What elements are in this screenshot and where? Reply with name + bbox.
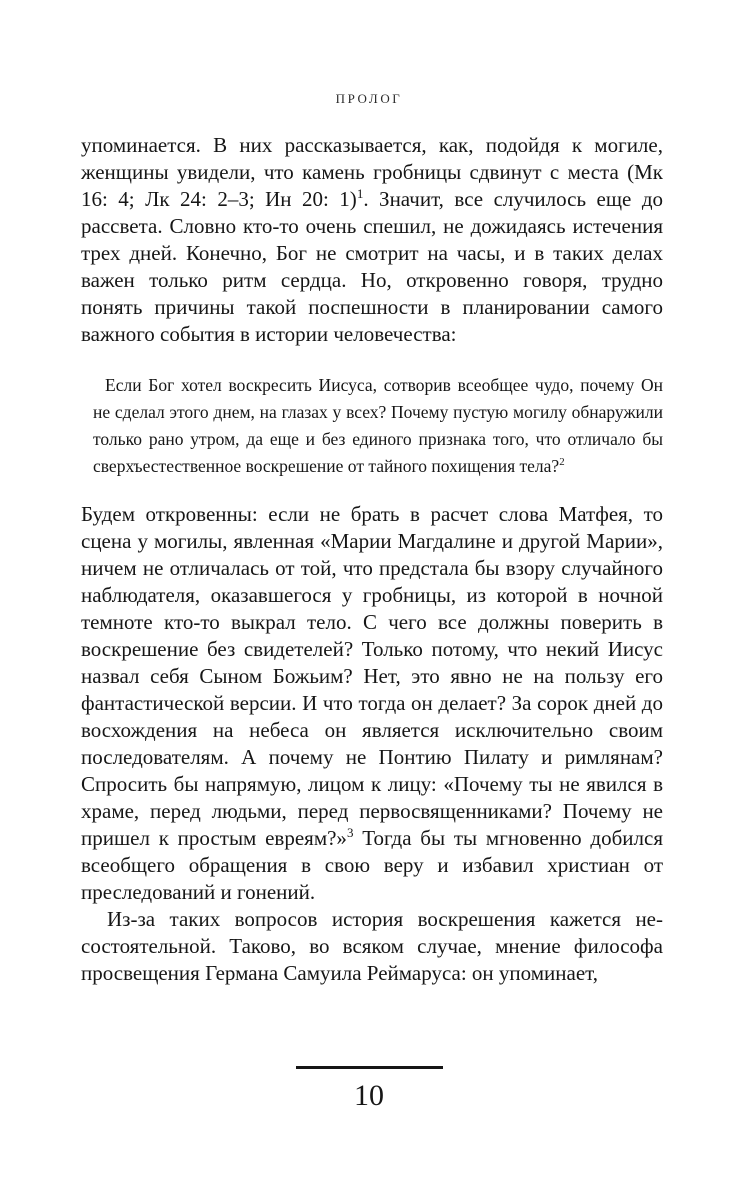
footnote-reference: 2 xyxy=(559,456,565,469)
text-content xyxy=(81,132,663,987)
body-paragraph xyxy=(81,132,663,348)
text-run: Если Бог хотел воскресить Иисуса, сотворив всеобщее чудо, почему Он не сделал этого днем, на глазах у всех? Почему пустую могилу обнаружили только рано утром, да еще и без единого признака того, что отличало бы сверхъестественное воскрешение от тайного похищения тела? xyxy=(93,375,663,476)
text-run: Из-за таких вопросов история воскрешения кажется несостоятельной. Таково, во всяком случае, мнение философа просвещения Германа Самуила Реймаруса: он упоминает, xyxy=(81,907,663,985)
text-run: Будем откровенны: если не брать в расчет слова Матфея, то сцена у могилы, явленная «Марии Магдалине и другой Марии», ничем не отличалась от той, что предстала бы взору случайного наблюдателя, оказавшегося у гробницы, из которой в ночной темноте кто-то выкрал тело. С чего все должны поверить в воскрешение без свидетелей? Только потому, что некий Иисус назвал себя Сыном Божьим? Нет, это явно не на пользу его фантастической версии. И что тогда он делает? За сорок дней до восхождения на небеса он является исключительно своим последователям. А почему не Понтию Пилату и римлянам? Спросить бы напрямую, лицом к лицу: «Почему ты не явился в храме, перед людьми, перед первосвященниками? Почему не пришел к простым евреям?» xyxy=(81,502,663,850)
text-run: Тогда бы ты мгновенно добился всеобщего обращения в свою веру и избавил христиан от преследований и гонений. xyxy=(81,826,663,904)
page-number: 10 xyxy=(354,1079,384,1112)
running-head: ПРОЛОГ xyxy=(335,91,403,106)
text-run: упоминается. В них рассказывается, как, подойдя к могиле, женщины увидели, что камень гробницы сдвинут с места (Мк 16: 4; Лк 24: 2–3; Ин 20: 1) xyxy=(81,133,663,211)
footnote-reference: 1 xyxy=(356,186,364,201)
body-paragraph xyxy=(81,906,663,987)
body-paragraph xyxy=(81,501,663,906)
footer-rule xyxy=(296,1066,443,1069)
footnote-reference: 3 xyxy=(346,825,354,840)
blockquote-paragraph xyxy=(93,372,663,480)
text-run: . Значит, все случилось еще до рассвета. Словно кто-то очень спешил, не дожидаясь истечения трех дней. Конечно, Бог не смотрит на часы, и в таких делах важен только ритм сердца. Но, откровенно говоря, трудно понять причины такой поспешности в планировании самого важного события в истории человечества: xyxy=(81,187,664,346)
